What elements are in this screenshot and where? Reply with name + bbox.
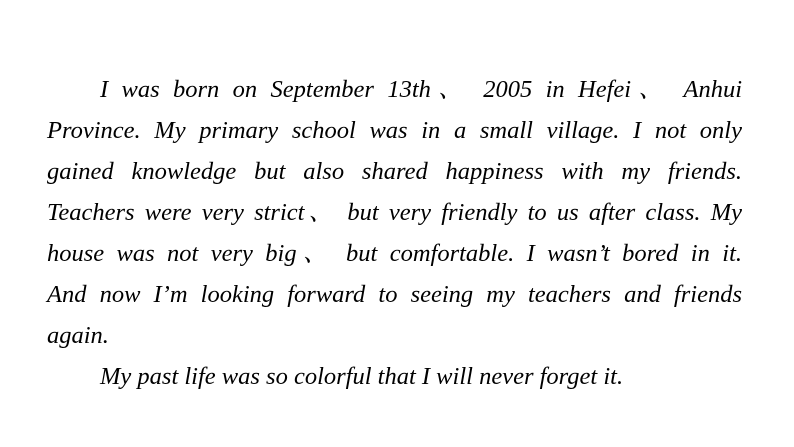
- paragraph-line: I was born on September 13th、 2005 in Hefei、 Anhui: [100, 76, 742, 103]
- paragraph-line: gained knowledge but also shared happiness with my friends.: [47, 158, 742, 185]
- paragraph-line: Province. My primary school was in a small village. I not only: [47, 117, 742, 144]
- paragraph-line: house was not very big、 but comfortable. I wasn’t bored in it.: [47, 240, 742, 267]
- paragraph-line: My past life was so colorful that I will never forget it.: [100, 363, 624, 390]
- paragraph-line: again.: [47, 322, 109, 349]
- paragraph-2: [47, 356, 742, 397]
- document-body: [47, 69, 742, 397]
- paragraph-1: [47, 69, 742, 356]
- paragraph-line: Teachers were very strict、 but very friendly to us after class. My: [47, 199, 742, 226]
- paragraph-line: And now I’m looking forward to seeing my teachers and friends: [47, 281, 742, 308]
